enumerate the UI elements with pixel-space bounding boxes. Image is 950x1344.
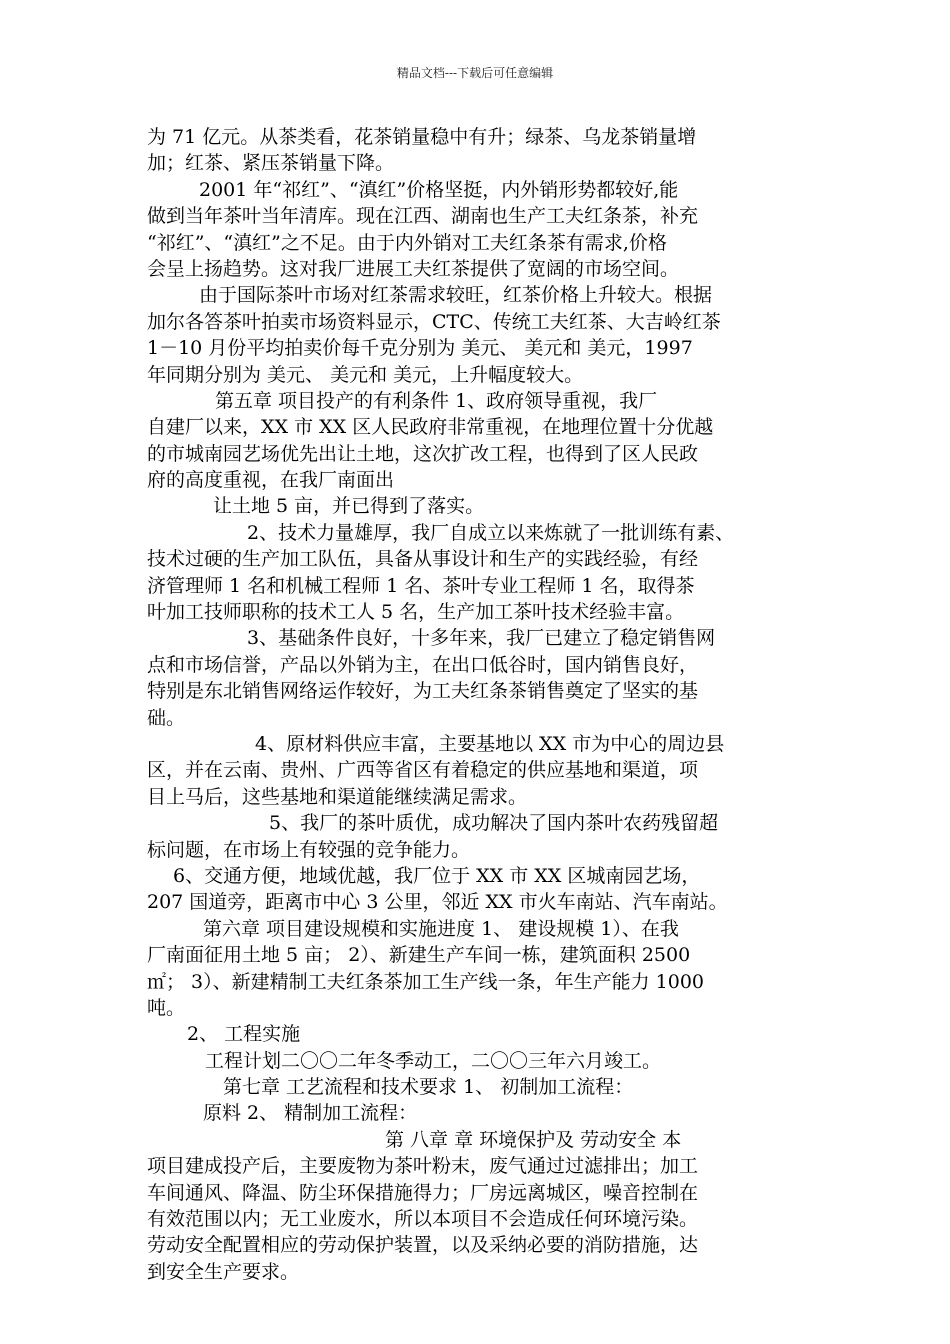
text-line: 吨。: [147, 996, 186, 1019]
text-line: 2001 年“祁红”、“滇红”价格坚挺，内外销形势都较好,能: [199, 178, 679, 201]
text-line: 做到当年茶叶当年清库。现在江西、湖南也生产工夫红条茶，补充: [147, 205, 699, 228]
text-line: 技术过硬的生产加工队伍，具备从事设计和生产的实践经验，有经: [147, 548, 699, 571]
text-line: 由于国际茶叶市场对红茶需求较旺，红茶价格上升较大。根据: [199, 284, 713, 307]
text-line: 3、基础条件良好，十多年来，我厂已建立了稳定销售网: [247, 627, 716, 650]
text-line: 为 71 亿元。从茶类看，花茶销量稳中有升；绿茶、乌龙茶销量增: [147, 126, 697, 148]
document-body: [147, 124, 812, 1285]
text-line: 厂南面征用土地 5 亩； 2）、新建生产车间一栋，建筑面积 2500: [147, 944, 691, 967]
text-line: 第 八章 章 环境保护及 劳动安全 本: [385, 1128, 682, 1151]
text-line: 第七章 工艺流程和技术要求 1、 初制加工流程：: [223, 1076, 634, 1099]
text-line: 自建厂以来，XX 市 XX 区人民政府非常重视，在地理位置十分优越: [147, 416, 714, 439]
text-line: ㎡； 3）、新建精制工夫红条茶加工生产线一条，年生产能力 1000: [147, 970, 705, 993]
text-line: 第五章 项目投产的有利条件 1、政府领导重视，我厂: [215, 389, 658, 412]
text-line: 目上马后，这些基地和渠道能继续满足需求。: [147, 785, 528, 808]
page-header: 精品文档---下载后可任意编辑: [396, 66, 554, 80]
text-line: 车间通风、降温、防尘环保措施得力；厂房远离城区，噪音控制在: [147, 1181, 699, 1204]
text-line: 标问题，在市场上有较强的竞争能力。: [147, 838, 471, 861]
text-line: 第六章 项目建设规模和实施进度 1、 建设规模 1）、在我: [203, 917, 679, 940]
text-line: 项目建成投产后，主要废物为茶叶粉末，废气通过过滤排出；加工: [147, 1155, 699, 1178]
text-line: 特别是东北销售网络运作较好，为工夫红条茶销售奠定了坚实的基: [147, 680, 699, 703]
text-line: 济管理师 1 名和机械工程师 1 名、茶叶专业工程师 1 名，取得茶: [147, 574, 695, 597]
text-line: 叶加工技师职称的技术工人 5 名，生产加工茶叶技术经验丰富。: [147, 601, 685, 624]
text-line: 劳动安全配置相应的劳动保护装置，以及采纳必要的消防措施，达: [147, 1234, 699, 1257]
text-line: 到安全生产要求。: [147, 1260, 300, 1283]
text-line: 6、交通方便，地域优越，我厂位于 XX 市 XX 区城南园艺场，: [173, 864, 701, 887]
text-line: 2、技术力量雄厚，我厂自成立以来炼就了一批训练有素、: [247, 521, 735, 544]
text-line: 会呈上扬趋势。这对我厂进展工夫红茶提供了宽阔的市场空间。: [147, 257, 680, 280]
text-line: 让土地 5 亩，并已得到了落实。: [213, 495, 485, 518]
text-line: 2、 工程实施: [187, 1023, 301, 1046]
text-line: 区，并在云南、贵州、广西等省区有着稳定的供应基地和渠道，项: [147, 759, 699, 782]
text-line: 原料 2、 精制加工流程：: [203, 1102, 418, 1125]
text-line: “祁红”、“滇红”之不足。由于内外销对工夫红条茶有需求,价格: [147, 231, 667, 254]
text-line: 府的高度重视，在我厂南面出: [147, 469, 395, 492]
text-line: 工程计划二〇〇二年冬季动工，二〇〇三年六月竣工。: [205, 1049, 662, 1072]
text-line: 年同期分别为 美元、 美元和 美元，上升幅度较大。: [147, 363, 584, 386]
text-line: 加尔各答茶叶拍卖市场资料显示，CTC、传统工夫红茶、大吉岭红茶: [147, 310, 721, 333]
text-line: 础。: [147, 706, 186, 729]
text-line: 有效范围以内；无工业废水，所以本项目不会造成任何环境污染。: [147, 1208, 699, 1231]
text-line: 加；红茶、紧压茶销量下降。: [147, 152, 395, 175]
text-line: 4、原材料供应丰富，主要基地以 XX 市为中心的周边县: [255, 732, 725, 755]
text-line: 的市城南园艺场优先出让土地，这次扩改工程，也得到了区人民政: [147, 442, 699, 465]
text-line: 点和市场信誉，产品以外销为主，在出口低谷时，国内销售良好，: [147, 653, 699, 676]
text-line: 207 国道旁，距离市中心 3 公里，邻近 XX 市火车南站、汽车南站。: [147, 891, 728, 914]
text-line: 1－10 月份平均拍卖价每千克分别为 美元、 美元和 美元，1997: [147, 337, 693, 360]
text-line: 5、我厂的茶叶质优，成功解决了国内茶叶农药残留超: [269, 812, 719, 835]
